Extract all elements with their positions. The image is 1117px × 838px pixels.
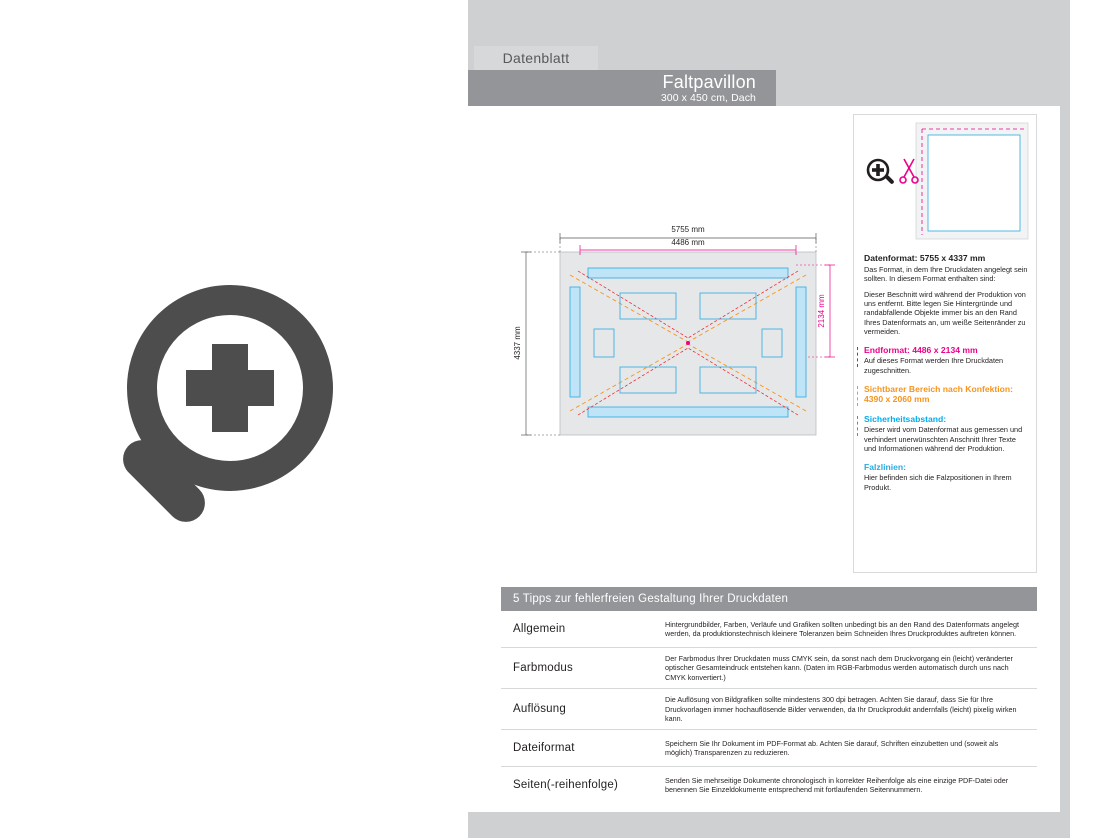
tab-datenblatt[interactable]: Datenblatt [474, 46, 598, 70]
legend-list [864, 253, 1030, 501]
legend-item-body: Dieser wird vom Datenformat aus gemessen und verhindert unerwünschten Anschnitt Ihrer Texte und Informationen während der Produktion. [864, 425, 1023, 453]
table-row [501, 767, 1037, 803]
tips-table [501, 587, 1037, 803]
page-right-band [1060, 0, 1070, 838]
legend-item-sichtbarer-bereich [864, 384, 1030, 405]
tips-row-text: Der Farbmodus Ihrer Druckdaten muss CMYK sein, da sonst nach dem Druckvorgang ein (leicht) veränderter optischer Gesamteindruck entstehen kann. (Daten im RGB-Farbmodus werden automatisch durch uns nach CMYK konvertiert.) [665, 654, 1013, 682]
page-title-bar [468, 70, 776, 106]
svg-text:4337 mm: 4337 mm [513, 326, 522, 360]
legend-item-title: Sichtbarer Bereich nach Konfektion: 4390 x 2060 mm [864, 383, 1013, 405]
legend-item-endformat [864, 345, 1030, 375]
legend-item-body-2: Dieser Beschnitt wird während der Produktion von uns entfernt. Bitte legen Sie Hintergründe und randabfallende Objekte immer bis an den Rand Ihres Datenformats an, um weiße Seitenränder zu vermeiden. [864, 289, 1026, 336]
tips-row-label: Allgemein [513, 623, 566, 635]
tips-table-header: 5 Tipps zur fehlerfreien Gestaltung Ihrer Druckdaten [501, 587, 1037, 611]
legend-item-title: Sicherheitsabstand: [864, 413, 947, 424]
legend-item-falzlinien [864, 462, 1030, 492]
table-row [501, 689, 1037, 730]
tips-row-label: Farbmodus [513, 662, 573, 675]
svg-text:5755 mm: 5755 mm [671, 225, 705, 234]
zoom-in-magnifier-icon[interactable] [100, 280, 360, 545]
legend-preview-image [854, 115, 1036, 247]
page-subtitle: 300 x 450 cm, Dach [660, 92, 756, 104]
tips-row-text: Hintergrundbilder, Farben, Verläufe und Grafiken sollten unbedingt bis an den Rand des Datenformats angelegt werden, da produktionstechnisch kleinere Toleranzen beim Schneiden Ihres Druckproduktes auftreten können. [665, 619, 1020, 638]
legend-item-title: Datenformat: 5755 x 4337 mm [864, 253, 986, 263]
tips-row-text: Die Auflösung von Bildgrafiken sollte mindestens 300 dpi betragen. Achten Sie darauf, dass Sie für Ihre Druckvorlagen immer hochauflösende Bilder verwenden, da Ihr Druckprodukt andernfalls (leicht) pixelig wirken kann. [665, 695, 1017, 724]
legend-item-sicherheitsabstand [864, 414, 1030, 453]
table-row [501, 611, 1037, 648]
svg-text:2134 mm: 2134 mm [817, 294, 826, 328]
tips-row-text: Speichern Sie Ihr Dokument im PDF-Format ab. Achten Sie darauf, Schriften einzubetten und (soweit als möglich) Transparenzen zu reduzieren. [665, 739, 999, 758]
legend-item-body: Das Format, in dem Ihre Druckdaten angelegt sein sollten. In diesem Format enthalten sind: [864, 264, 1028, 283]
legend-item-title: Endformat: 4486 x 2134 mm [864, 344, 978, 355]
table-row [501, 730, 1037, 767]
preview-thumbnail-area [0, 0, 468, 838]
page-right-margin [1070, 0, 1117, 838]
legend-item-body: Auf dieses Format werden Ihre Druckdaten zugeschnitten. [864, 356, 1004, 375]
dash-marker-blue-icon [857, 416, 862, 436]
tips-row-label: Dateiformat [513, 742, 575, 755]
legend-panel [853, 114, 1037, 573]
dash-marker-orange-icon [857, 386, 862, 406]
datasheet-page [468, 0, 1070, 838]
tips-row-label: Auflösung [513, 703, 566, 716]
page-bottom-band [468, 812, 1070, 838]
table-row [501, 648, 1037, 689]
page-title: Faltpavillon [662, 72, 756, 92]
technical-drawing [508, 215, 838, 465]
legend-item-body: Hier befinden sich die Falzpositionen in Ihrem Produkt. [864, 473, 1012, 492]
svg-text:4486 mm: 4486 mm [671, 238, 705, 247]
tips-row-text: Senden Sie mehrseitige Dokumente chronologisch in korrekter Reihenfolge als eine einzige PDF-Datei oder benennen Sie Einzeldokumente entsprechend mit fortlaufenden Seitennummern. [665, 776, 1009, 795]
dash-marker-magenta-icon [857, 347, 862, 367]
tips-row-label: Seiten(-reihenfolge) [513, 779, 619, 792]
legend-item-datenformat [864, 253, 1030, 336]
legend-item-title: Falzlinien: [864, 461, 907, 472]
